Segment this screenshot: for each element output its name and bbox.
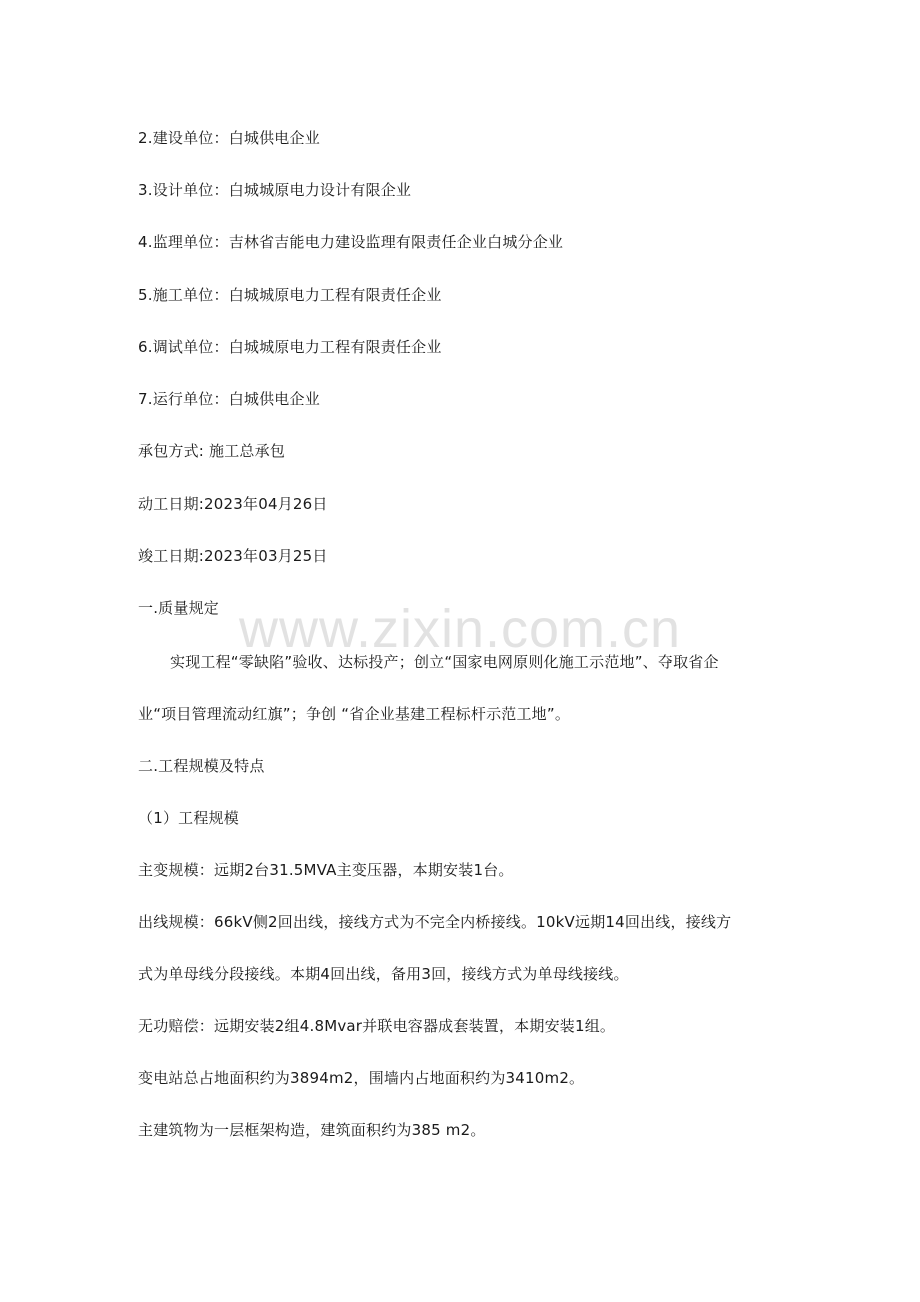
outgoing-lines-line-2: 式为单母线分段接线。本期4回出线，备用3回，接线方式为单母线接线。: [138, 965, 629, 983]
construction-unit-line: 2.建设单位：白城供电企业: [138, 129, 320, 147]
start-date-line: 动工日期:2023年04月26日: [138, 495, 328, 513]
quality-paragraph-line-1: 实现工程“零缺陷”验收、达标投产；创立“国家电网原则化施工示范地”、夺取省企: [170, 653, 719, 671]
site-area-line: 变电站总占地面积约为3894m2，围墙内占地面积约为3410m2。: [138, 1069, 585, 1087]
main-building-line: 主建筑物为一层框架构造，建筑面积约为385 m2。: [138, 1121, 486, 1139]
quality-paragraph-line-2: 业“项目管理流动红旗”；争创 “省企业基建工程标杆示范工地”。: [138, 705, 571, 723]
outgoing-lines-line-1: 出线规模：66kV侧2回出线，接线方式为不完全内桥接线。10kV远期14回出线，接线方: [138, 913, 732, 931]
design-unit-line: 3.设计单位：白城城原电力设计有限企业: [138, 181, 412, 199]
main-transformer-line: 主变规模：远期2台31.5MVA主变压器，本期安装1台。: [138, 861, 514, 879]
reactive-compensation-line: 无功赔偿：远期安装2组4.8Mvar并联电容器成套装置，本期安装1组。: [138, 1017, 616, 1035]
commissioning-unit-line: 6.调试单位：白城城原电力工程有限责任企业: [138, 338, 442, 356]
supervision-unit-line: 4.监理单位：吉林省吉能电力建设监理有限责任企业白城分企业: [138, 233, 564, 251]
completion-date-line: 竣工日期:2023年03月25日: [138, 547, 328, 565]
watermark: www.zixin.com.cn: [238, 599, 682, 659]
section-heading-scale: 二.工程规模及特点: [138, 757, 265, 775]
subsection-heading-scale: （1）工程规模: [138, 809, 239, 827]
section-heading-quality: 一.质量规定: [138, 599, 219, 617]
contract-mode-line: 承包方式: 施工总承包: [138, 442, 286, 460]
operation-unit-line: 7.运行单位：白城供电企业: [138, 390, 320, 408]
construction-contractor-line: 5.施工单位：白城城原电力工程有限责任企业: [138, 286, 442, 304]
